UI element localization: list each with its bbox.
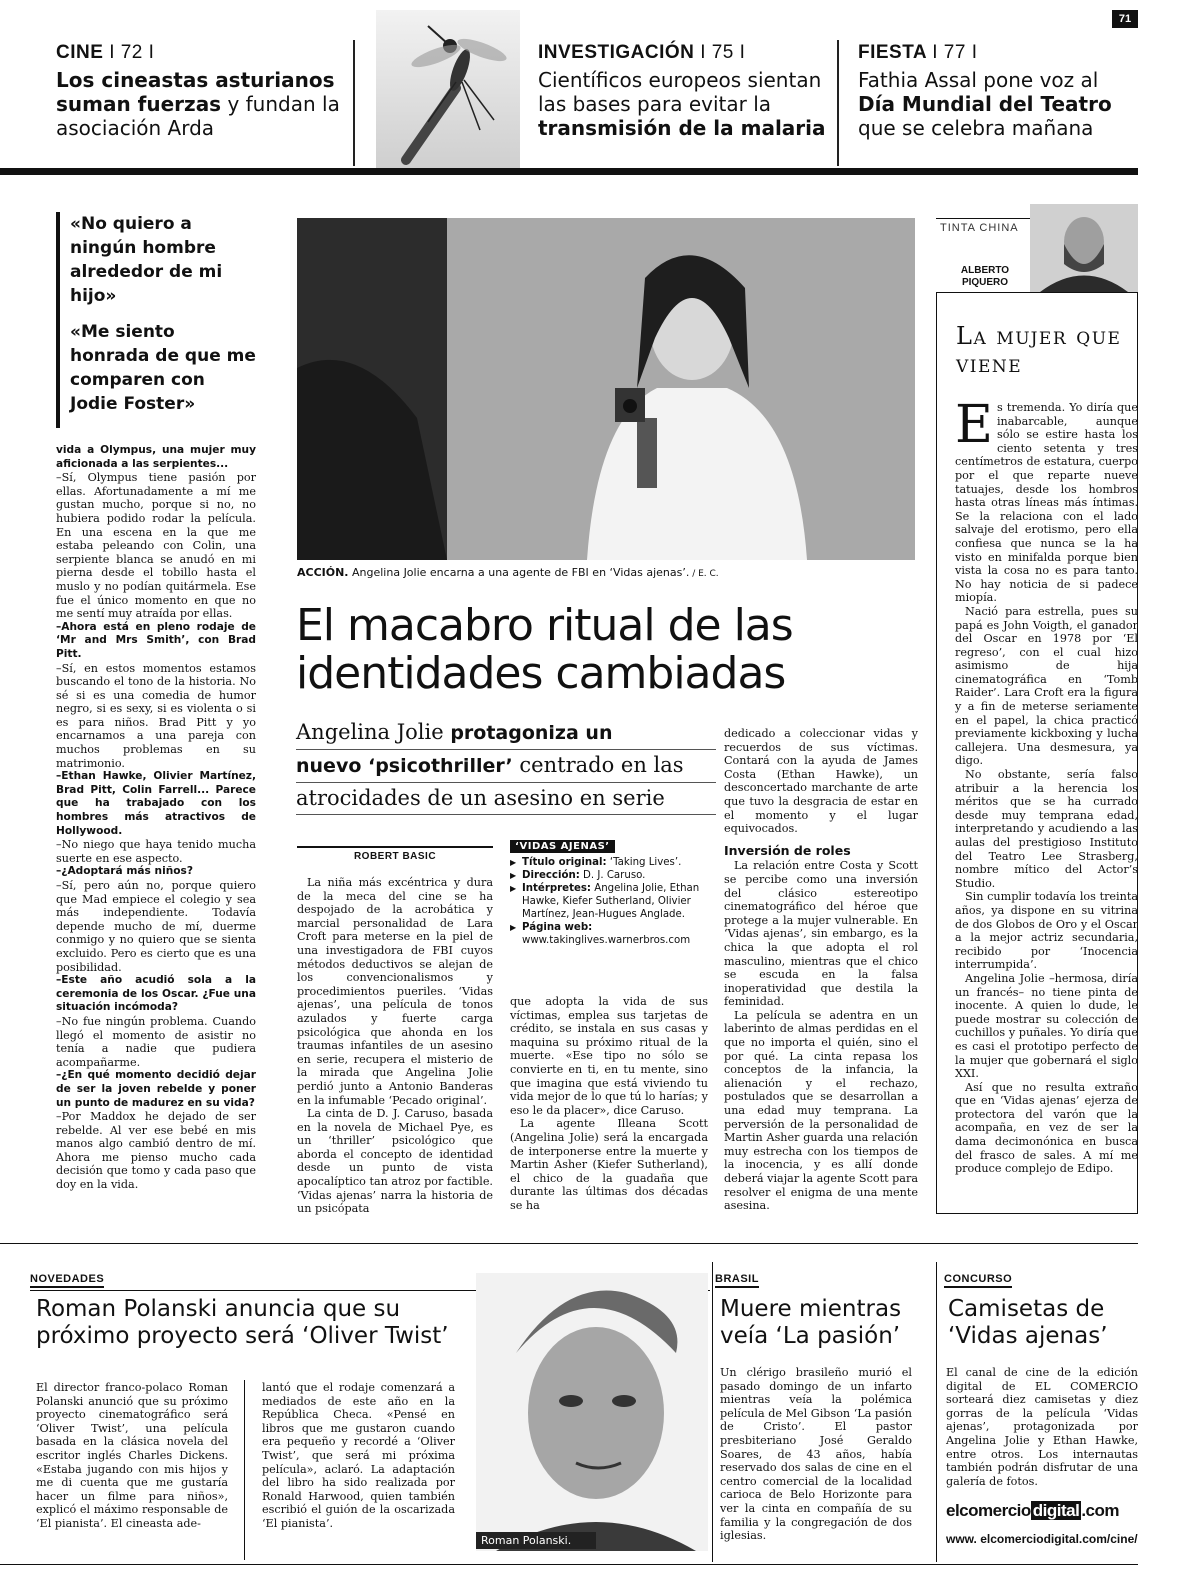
teaser-text: Los cineastas asturianos suman fuerzas y fundan la asociación Arda — [56, 68, 340, 140]
interview-column — [56, 444, 256, 1192]
paragraph: No obstante, sería falso atribuir a la herencia los méritos que se ha currado desde muy temprana edad, interpretando y acudiendo a las aulas del prestigioso Instituto del Teatro Lee Strasberg, nombre mítico del Actor’s Studio. — [955, 768, 1138, 890]
paragraph: La niña más excéntrica y dura de la meca del cine se ha despojado de la acrobática y marcial personalidad de Lara Croft para meterse en la piel de una investigadora de FBI cuyos métodos deductivos se alejan de los convencionalismos y procedimientos pueriles. ‘Vidas ajenas’, una película de tonos azulados y fuerte carga psicológica que ahonda en los traumas infantiles de un asesino en serie, recupera el misterio de la mirada que Angelina Jolie perdió junto a Antonio Banderas en la infumable ‘Pecado original’. — [297, 876, 493, 1107]
interview-answer: –Por Maddox he dejado de ser rebelde. Al ver ese bebé en mis manos algo cambió dentro de mí. Ahora me pienso mucho cada decisión que tomo y cada paso que doy en la vida. — [56, 1110, 256, 1192]
article-body-col1 — [297, 876, 493, 1216]
pull-quote: «Me siento honrada de que me comparen con Jodie Foster» — [70, 322, 256, 414]
main-photo — [297, 218, 915, 560]
mosquito-photo — [376, 10, 520, 168]
column-divider — [936, 1262, 937, 1562]
paragraph: Es tremenda. Yo diría que inabarcable, aunque sólo se estire hasta los ciento setenta y tres centímetros de estatura, cuerpo por el que reparte nueve tatuajes, desde los hombros hasta otras líneas más íntimas. Se la relaciona con el lado salvaje del erotismo, pero ella confiesa que nunca se la ha visto en minifalda porque bien vista la cosa no es para tanto. No hay noticia de si padece miopía. — [955, 395, 1138, 605]
interview-answer: –No fue ningún problema. Cuando llegó el momento de asistir no tenía a nadie que pudiera acompañarme. — [56, 1014, 256, 1069]
article-deck: Angelina Jolie protagoniza un nuevo ‘psicothriller’ centrado en las atrocidades de un asesino en serie — [296, 717, 716, 815]
paragraph: La película se adentra en un laberinto de almas perdidas en el que no importa el quién, sino el por qué. La cinta repasa los conceptos de la infancia, la alienación y el rechazo, postulados que se desarrollan a una edad muy temprana. La perversión de la personalidad de Martin Asher guarda una relación muy estrecha con los tiempos de la inocencia, y es allí donde deberá viajar la agente Scott para resolver el enigma de una mente asesina. — [724, 1008, 918, 1213]
concurso-headline: Camisetas de ‘Vidas ajenas’ — [948, 1296, 1108, 1349]
factbox — [510, 840, 710, 947]
factbox-row[interactable]: ▶ Página web: www.takinglives.warnerbros.com — [510, 921, 710, 947]
page-number: 71 — [1112, 10, 1138, 28]
header-divider — [353, 40, 355, 166]
novedades-text-col1 — [36, 1381, 228, 1531]
elcomerciodigital-logo[interactable]: elcomercio digital .com — [946, 1501, 1120, 1520]
teaser-text: Fathia Assal pone voz al Día Mundial del Teatro que se celebra mañana — [858, 68, 1112, 140]
column-text — [955, 395, 1138, 1176]
header-divider — [837, 40, 839, 166]
header-rule — [0, 168, 1138, 175]
paragraph: Un clérigo brasileño murió el pasado domingo de un infarto mientras veía la polémica película de Mel Gibson ‘La pasión de Cristo’. El pastor presbiteriano José Geraldo Soares, de 43 años, había reservado dos salas de cine en el centro comercial de la localidad carioca de Belo Horizonte para ver la cinta en compañía de su familia y la congregación de dos iglesias. — [720, 1366, 912, 1543]
column-author: ALBERTO PIQUERO — [960, 265, 1010, 288]
interview-answer: –Sí, pero aún no, porque quiero que Mad empiece el colegio y sea más independiente. Todavía depende mucho de mí, duerme conmigo y no quiero que se sienta excluido. Pero es cierto que es una posibilidad. — [56, 879, 256, 974]
author-photo — [1030, 204, 1138, 292]
paragraph: La agente Illeana Scott (Angelina Jolie) será la encargada de interponerse entre la muerte y Martin Asher (Kiefer Sutherland), el chico de la guadaña que durante las últimas dos décadas se ha — [510, 1117, 708, 1212]
website-url[interactable]: www. elcomerciodigital.com/cine/ — [946, 1532, 1138, 1546]
paragraph: lantó que el rodaje comenzará a mediados de este año en la República Checa. «Pensé en libros que me gustaron cuando era pequeño y recordé a ‘Oliver Twist’, que será mi próxima película», aclaró. La adaptación del libro ha sido realizada por Ronald Harwood, quien también escribió el guión de la oscarizada ‘El pianista’. — [262, 1381, 455, 1530]
paragraph: La cinta de D. J. Caruso, basada en la novela de Michael Pye, es un ‘thriller’ psicológico que aborda el concepto de identidad desde un punto de vista apocalíptico tan atroz por factible. ‘Vidas ajenas’ narra la historia de un psicópata — [297, 1107, 493, 1216]
novedades-headline: Roman Polanski anuncia que su próximo proyecto será ‘Oliver Twist’ — [36, 1296, 449, 1349]
interview-question: –¿Adoptará más niños? — [56, 865, 193, 878]
teaser-investigacion[interactable] — [538, 42, 828, 140]
interview-answer: –No niego que haya tenido mucha suerte en ese aspecto. — [56, 838, 256, 865]
page-bottom-rule — [0, 1564, 1138, 1565]
factbox-row: ▶ Título original: ‘Taking Lives’. — [510, 856, 710, 869]
factbox-title: ‘VIDAS AJENAS’ — [510, 840, 615, 853]
concurso-label: CONCURSO — [944, 1273, 1012, 1288]
paragraph: La relación entre Costa y Scott se percibe como una inversión del clásico estereotipo cinematográfico del héroe que protege a la mujer vulnerable. En ‘Vidas ajenas’, sin embargo, es la chica la que adopta el rol masculino, mientras que el chico se escuda en la falsa inoperatividad que destila la feminidad. — [724, 859, 918, 1009]
novedades-label: NOVEDADES — [30, 1273, 104, 1288]
interview-question: vida a Olympus, una mujer muy aficionada a las serpientes... — [56, 444, 256, 470]
paragraph: dedicado a coleccionar vidas y recuerdos de sus víctimas. Contará con la ayuda de James Costa (Ethan Hawke), un desconcertado marchante de arte que tuvo la desgracia de estar en el momento y el lugar equivocados. — [724, 727, 918, 836]
column-title: La mujer que viene — [956, 322, 1122, 378]
photo-caption: ACCIÓN. Angelina Jolie encarna a una agente de FBI en ‘Vidas ajenas’. / E. C. — [297, 566, 719, 579]
interview-question: –Ahora está en pleno rodaje de ‘Mr and Mrs Smith’, con Brad Pitt. — [56, 620, 256, 660]
interview-question: –¿En qué momento decidió dejar de ser la joven rebelde y poner un punto de madurez en su vida? — [56, 1069, 256, 1109]
polanski-caption: Roman Polanski. — [476, 1532, 596, 1549]
teaser-section: FIESTA I 77 I — [858, 42, 978, 63]
brasil-label: BRASIL — [715, 1273, 759, 1288]
factbox-row: ▶ Intérpretes: Angelina Jolie, Ethan Hawke, Kiefer Sutherland, Olivier Martínez, Jean-Hugues Anglade. — [510, 882, 710, 921]
paragraph: Así que no resulta extraño que en ‘Vidas ajenas’ ejerza de protectora del varón que la acompaña, en vez de ser la dama decimonónica en busca del frasco de sales. A mí me produce complejo de Edipo. — [955, 1080, 1138, 1176]
drop-cap: E — [955, 395, 993, 455]
paragraph: Nació para estrella, pues su papá es John Voigth, el ganador del Oscar en 1978 por ‘El regreso’, con el cual hizo asimismo de hija cinematográfica en ‘Tomb Raider’. Lara Croft era la figura y a fin de meterse seriamente en el papel, la chica practicó previamente kickboxing y lucha callejera. Una desmesura, ya digo. — [955, 604, 1138, 768]
interview-question: –Ethan Hawke, Olivier Martínez, Brad Pitt, Colin Farrell... Parece que ha trabajado con los hombres más atractivos de Hollywood. — [56, 770, 256, 837]
column-divider — [712, 1262, 713, 1562]
polanski-photo — [476, 1273, 708, 1551]
bottom-section-rule — [0, 1243, 1138, 1244]
article-headline: El macabro ritual de las identidades cambiadas — [296, 600, 793, 699]
novedades-text-col2 — [262, 1381, 455, 1531]
interview-answer: –Sí, en estos momentos estamos buscando el tono de la historia. No sé si es una comedia de humor negro, si es sexy, si es violenta o si es para niños. Brad Pitt y yo encarnamos a una pareja con muchos problemas en su matrimonio. — [56, 661, 256, 770]
paragraph: Angelina Jolie –hermosa, diría un francés– no tiene pinta de inocente. A quien lo dude, le puede mostrar su colección de cuchillos y puñales. Yo diría que es casi el prototipo perfecto de la mujer que gobernará el siglo XXI. — [955, 971, 1138, 1081]
column-divider — [244, 1380, 245, 1560]
interview-answer: –Sí, Olympus tiene pasión por ellas. Afortunadamente a mí me gustan mucho, porque si no, no hubiera podido rodar la película. En una escena en la que me estaba peleando con Colin, una serpiente blanca se anudó en mi pierna desde el tobillo hasta el muslo y no podían quitármela. Ese fue el único momento en que no me sentí muy atraída por ellas. — [56, 471, 256, 621]
brasil-headline: Muere mientras veía ‘La pasión’ — [720, 1296, 902, 1349]
interview-question: –Este año acudió sola a la ceremonia de los Oscar. ¿Fue una situación incómoda? — [56, 974, 256, 1014]
column-kicker: TINTA CHINA — [940, 222, 1019, 234]
brasil-text — [720, 1366, 912, 1543]
subheading: Inversión de roles — [724, 842, 851, 858]
concurso-text — [946, 1366, 1138, 1488]
teaser-cine[interactable] — [56, 42, 346, 140]
article-body-col2 — [510, 995, 708, 1213]
article-body-col3 — [724, 727, 918, 1213]
pull-quotes — [56, 212, 256, 428]
pull-quote: «No quiero a ningún hombre alrededor de mi hijo» — [70, 214, 223, 306]
paragraph: El director franco-polaco Roman Polanski anunció que su próximo proyecto cinematográfico será ‘Oliver Twist’, una película basada en la clásica novela del escritor inglés Charles Dickens. «Estaba jugando con mis hijos y me di cuenta que me gustaría hacer un filme para niños», explicó el máximo responsable de ‘El pianista’. El cineasta ade- — [36, 1381, 228, 1530]
paragraph: El canal de cine de la edición digital de EL COMERCIO sorteará diez camisetas y diez gorras de la película ‘Vidas ajenas’, protagonizada por Angelina Jolie y Ethan Hawke, entre otros. Los internautas también podrán disfrutar de una galería de fotos. — [946, 1366, 1138, 1488]
teaser-section: INVESTIGACIÓN I 75 I — [538, 42, 746, 63]
factbox-row: ▶ Dirección: D. J. Caruso. — [510, 869, 710, 882]
paragraph: que adopta la vida de sus víctimas, emplea sus tarjetas de crédito, se instala en sus casas y maquina su próximo ritual de la muerte. «Ese tipo no sólo se convierte en ti, en tu mente, sino que imagina que está viviendo tu vida mejor de lo que tú lo harías; y eso le da placer», dice Caruso. — [510, 995, 708, 1117]
teaser-text: Científicos europeos sientan las bases para evitar la transmisión de la malaria — [538, 68, 826, 140]
teaser-section: CINE I 72 I — [56, 42, 155, 63]
teaser-fiesta[interactable] — [858, 42, 1138, 140]
paragraph: Sin cumplir todavía los treinta años, ya dispone en su vitrina de dos Globos de Oro y el Oscar a la mejor actriz secundaria, recibido por ‘Inocencia interrumpida’. — [955, 890, 1138, 972]
byline: ROBERT BASIC — [297, 846, 493, 862]
